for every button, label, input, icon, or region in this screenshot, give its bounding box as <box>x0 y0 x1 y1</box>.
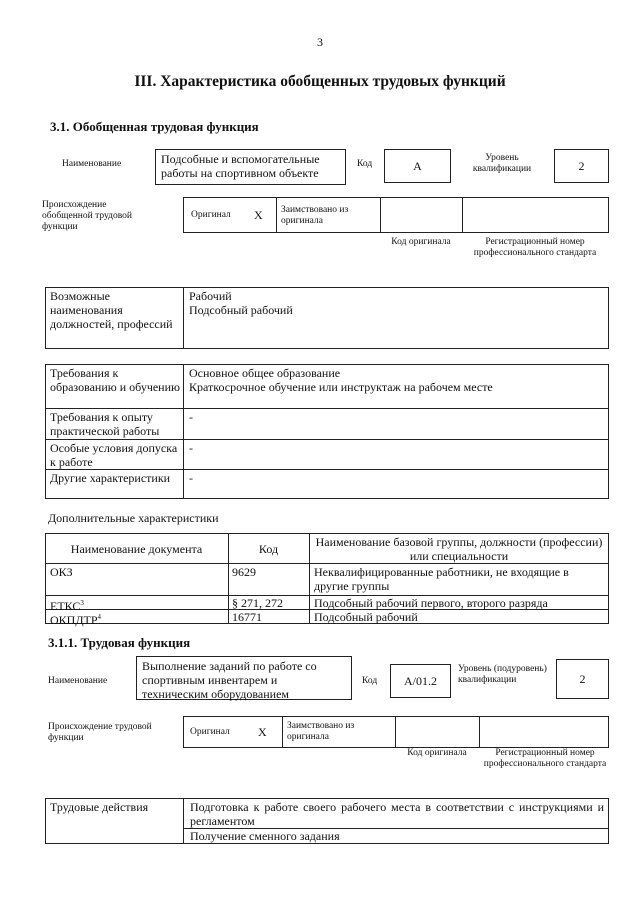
additional-row-okpdtr-name: Подсобный рабочий <box>314 610 418 624</box>
tf-origin-code-label: Код оригинала <box>407 748 467 758</box>
req-exp-label: Требования к опыту практической работы <box>50 410 160 438</box>
tf-level-value: 2 <box>556 659 609 699</box>
req-edu-label: Требования к образованию и обучению <box>50 366 180 394</box>
tf-origin-table <box>183 716 609 748</box>
additional-row-etks-doc: ЕТКС$^3$ <box>50 599 84 613</box>
additional-row-okz-name: Неквалифицированные работники, не входящие в другие группы <box>314 565 569 593</box>
gtf-origin-table <box>183 197 609 233</box>
tf-name-value: Выполнение заданий по работе со спортивным инвентарем и техническим оборудованием <box>136 656 352 700</box>
gtf-heading: 3.1. Обобщенная трудовая функция <box>50 119 259 134</box>
req-edu-value-2: Краткосрочное обучение или инструктаж на рабочем месте <box>189 380 493 394</box>
positions-label: Возможные наименования должностей, профессий <box>50 289 173 331</box>
additional-row-okz-code: 9629 <box>232 565 256 579</box>
req-edu-value-1: Основное общее образование <box>189 366 341 380</box>
additional-col-doc: Наименование документа <box>70 542 203 556</box>
additional-row-okpdtr-doc: ОКПДТР$^4$ <box>50 613 102 627</box>
additional-row-okpdtr-code: 16771 <box>232 610 262 624</box>
gtf-reg-number-label: Регистрационный номер профессионального стандарта <box>473 237 597 258</box>
actions-value-2: Получение сменного задания <box>190 829 340 843</box>
tf-borrowed-label: Заимствовано из оригинала <box>287 721 355 742</box>
req-exp-value: - <box>189 410 193 424</box>
tf-code-label: Код <box>362 676 378 686</box>
gtf-name-label: Наименование <box>62 159 122 169</box>
req-conditions-value: - <box>189 441 193 455</box>
section-title: III. Характеристика обобщенных трудовых функций <box>134 73 506 90</box>
gtf-name-value: Подсобные и вспомогательные работы на спортивном объекте <box>155 149 346 185</box>
actions-label: Трудовые действия <box>50 800 149 814</box>
gtf-origin-label: Происхождение обобщенной трудовой функции <box>42 200 132 232</box>
gtf-code-value: А <box>384 149 451 183</box>
page-number: 3 <box>317 35 323 49</box>
gtf-code-label: Код <box>357 159 373 169</box>
tf-original-mark: X <box>258 725 267 739</box>
gtf-level-value: 2 <box>554 149 609 183</box>
req-other-label: Другие характеристики <box>50 471 171 485</box>
tf-original-label: Оригинал <box>190 727 230 737</box>
tf-origin-label: Происхождение трудовой функции <box>48 722 152 743</box>
positions-value-2: Подсобный рабочий <box>189 303 293 317</box>
req-other-value: - <box>189 471 193 485</box>
additional-row-etks-name: Подсобный рабочий первого, второго разряда <box>314 596 548 610</box>
additional-row-okz-doc: ОКЗ <box>50 565 73 579</box>
additional-col-code: Код <box>258 542 279 556</box>
actions-value-1: Подготовка к работе своего рабочего места в соответствии с инструкциями и регламентом <box>190 800 604 828</box>
tf-level-label: Уровень (подуровень) квалификации <box>458 664 547 685</box>
tf-code-value: А/01.2 <box>390 664 451 698</box>
additional-heading: Дополнительные характеристики <box>48 511 219 525</box>
tf-name-label: Наименование <box>48 676 108 686</box>
tf-heading: 3.1.1. Трудовая функция <box>48 635 191 650</box>
gtf-original-label: Оригинал <box>191 210 231 220</box>
positions-value-1: Рабочий <box>189 289 232 303</box>
gtf-borrowed-label: Заимствовано из оригинала <box>281 205 349 226</box>
gtf-level-label: Уровень квалификации <box>472 153 532 174</box>
tf-reg-number-label: Регистрационный номер профессионального стандарта <box>483 748 607 769</box>
req-conditions-label: Особые условия допуска к работе <box>50 441 178 469</box>
additional-row-etks-code: § 271, 272 <box>232 596 283 610</box>
gtf-original-mark: X <box>254 208 263 222</box>
additional-col-name: Наименование базовой группы, должности (профессии) или специальности <box>315 535 603 563</box>
gtf-origin-code-label: Код оригинала <box>391 237 451 247</box>
